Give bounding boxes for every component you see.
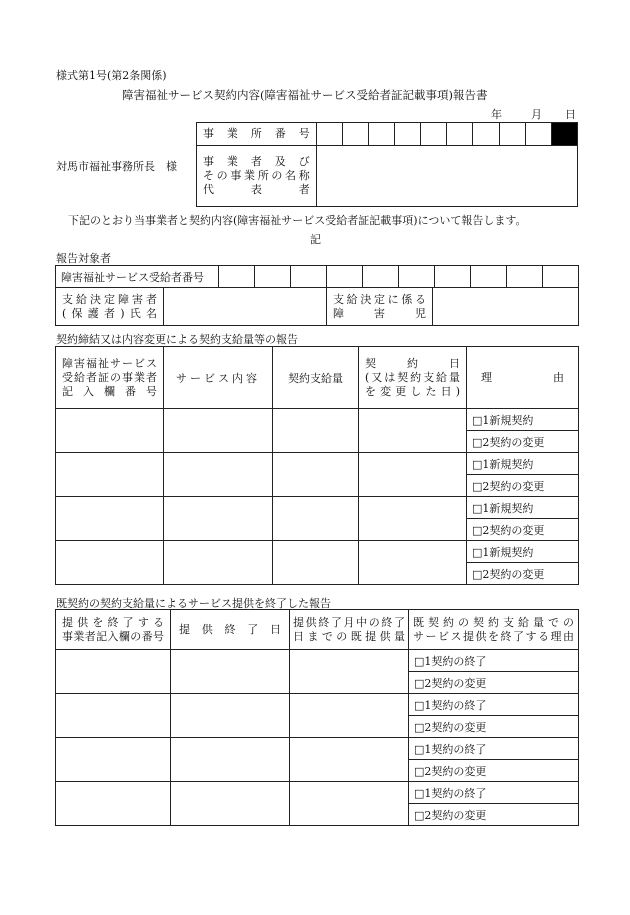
contract-header-entry xyxy=(56,347,164,409)
reason-contract-change-option[interactable]: □2契約の変更 xyxy=(467,431,579,453)
cert-number-digit[interactable] xyxy=(327,266,363,288)
contract-header-reason: 理由 xyxy=(467,347,579,409)
contract-entry-cell[interactable] xyxy=(56,453,164,497)
reason-contract-change-option[interactable]: □2契約の変更 xyxy=(467,519,579,541)
cert-number-digit[interactable] xyxy=(471,266,507,288)
business-number-digit[interactable] xyxy=(368,123,394,146)
guardian-label-line1: 支給決定障害者 xyxy=(62,292,157,306)
reason-new-contract-option[interactable]: □1新規契約 xyxy=(467,497,579,519)
contract-date-cell[interactable] xyxy=(359,541,467,585)
business-name-label-line2: その事業所の名称 xyxy=(203,169,310,182)
contract-header-service: サービス内容 xyxy=(164,347,273,409)
end-provided-cell[interactable] xyxy=(290,782,409,826)
form-number: 様式第1号(第2条関係) xyxy=(56,69,167,82)
reason-contract-change-option[interactable]: □2契約の変更 xyxy=(409,760,579,782)
business-name-label-line3: 代表者 xyxy=(203,183,310,196)
contract-header-date-line3: を変更した日) xyxy=(365,384,460,398)
end-section-heading: 既契約の契約支給量によるサービス提供を終了した報告 xyxy=(56,597,331,610)
contract-header-entry-line1: 障害福祉サービス xyxy=(62,356,157,370)
contract-entry-cell[interactable] xyxy=(56,409,164,453)
contract-amount-cell[interactable] xyxy=(273,497,359,541)
reason-contract-end-option[interactable]: □1契約の終了 xyxy=(409,738,579,760)
report-target-table xyxy=(55,265,579,288)
child-label-line1: 支給決定に係る xyxy=(333,292,426,306)
business-number-label: 事業所番号 xyxy=(197,123,317,146)
reason-contract-change-option[interactable]: □2契約の変更 xyxy=(409,716,579,738)
date-year: 年 xyxy=(491,108,502,121)
business-table xyxy=(196,122,578,207)
end-header-provided-line1: 提供終了月中の終了 xyxy=(293,615,405,629)
reason-contract-change-option[interactable]: □2契約の変更 xyxy=(409,672,579,694)
contract-header-date-line2: (又は契約支給量 xyxy=(365,370,460,384)
end-provided-cell[interactable] xyxy=(290,738,409,782)
child-label xyxy=(327,288,433,326)
reason-new-contract-option[interactable]: □1新規契約 xyxy=(467,409,579,431)
contract-header-entry-line3: 記入欄番号 xyxy=(62,384,157,398)
contract-section-heading: 契約締結又は内容変更による契約支給量等の報告 xyxy=(56,333,298,346)
end-header-entry-line2: 事業者記入欄の番号 xyxy=(62,629,164,643)
end-provided-cell[interactable] xyxy=(290,650,409,694)
guardian-name-field[interactable] xyxy=(164,288,327,326)
business-number-digit[interactable] xyxy=(316,123,342,146)
cert-number-digit[interactable] xyxy=(255,266,291,288)
reason-contract-end-option[interactable]: □1契約の終了 xyxy=(409,694,579,716)
contract-header-amount: 契約支給量 xyxy=(273,347,359,409)
reason-contract-end-option[interactable]: □1契約の終了 xyxy=(409,782,579,804)
addressee: 対馬市福祉事務所長 様 xyxy=(56,160,177,173)
guardian-label xyxy=(56,288,164,326)
contract-date-cell[interactable] xyxy=(359,453,467,497)
business-number-digit[interactable] xyxy=(473,123,499,146)
end-header-entry xyxy=(56,610,171,650)
report-target-heading: 報告対象者 xyxy=(56,252,111,265)
end-header-reason xyxy=(409,610,579,650)
cert-number-digit[interactable] xyxy=(291,266,327,288)
end-date-cell[interactable] xyxy=(171,738,290,782)
business-number-digit[interactable] xyxy=(421,123,447,146)
contract-amount-cell[interactable] xyxy=(273,453,359,497)
end-entry-cell[interactable] xyxy=(56,738,171,782)
date-day: 日 xyxy=(565,108,576,121)
business-name-label xyxy=(197,146,317,207)
reason-contract-end-option[interactable]: □1契約の終了 xyxy=(409,650,579,672)
contract-date-cell[interactable] xyxy=(359,497,467,541)
report-target-name-table xyxy=(55,287,579,326)
contract-entry-cell[interactable] xyxy=(56,541,164,585)
end-provided-cell[interactable] xyxy=(290,694,409,738)
cert-number-label: 障害福祉サービス受給者番号 xyxy=(56,266,219,288)
end-header-entry-line1: 提供を終了する xyxy=(62,615,164,629)
business-name-label-line1: 事業者及び xyxy=(203,155,310,168)
guardian-label-line2: (保護者)氏名 xyxy=(62,306,157,320)
cert-number-digit[interactable] xyxy=(543,266,579,288)
contract-service-cell[interactable] xyxy=(164,409,273,453)
date-month: 月 xyxy=(531,108,542,121)
end-header-provided-line2: 日までの既提供量 xyxy=(293,629,405,643)
contract-header-date-line1: 契約日 xyxy=(365,356,460,370)
contract-header-date xyxy=(359,347,467,409)
end-header-reason-line1: 既契約の契約支給量での xyxy=(413,615,574,629)
business-number-digit[interactable] xyxy=(447,123,473,146)
contract-service-cell[interactable] xyxy=(164,497,273,541)
contract-entry-cell[interactable] xyxy=(56,497,164,541)
end-entry-cell[interactable] xyxy=(56,782,171,826)
business-number-digit[interactable] xyxy=(395,123,421,146)
end-entry-cell[interactable] xyxy=(56,650,171,694)
cert-number-digit[interactable] xyxy=(399,266,435,288)
page-title: 障害福祉サービス契約内容(障害福祉サービス受給者証記載事項)報告書 xyxy=(122,88,488,102)
contract-table xyxy=(55,346,579,585)
end-date-cell[interactable] xyxy=(171,650,290,694)
cert-number-digit[interactable] xyxy=(219,266,255,288)
end-header-reason-line2: サービス提供を終了する理由 xyxy=(413,629,574,643)
ki-label: 記 xyxy=(310,233,321,246)
end-entry-cell[interactable] xyxy=(56,694,171,738)
end-date-cell[interactable] xyxy=(171,782,290,826)
contract-amount-cell[interactable] xyxy=(273,409,359,453)
cert-number-digit[interactable] xyxy=(363,266,399,288)
business-name-field[interactable] xyxy=(316,146,577,207)
reason-new-contract-option[interactable]: □1新規契約 xyxy=(467,541,579,563)
cert-number-digit[interactable] xyxy=(435,266,471,288)
business-number-digit-filled xyxy=(551,123,577,146)
contract-service-cell[interactable] xyxy=(164,453,273,497)
contract-date-cell[interactable] xyxy=(359,409,467,453)
contract-header-entry-line2: 受給者証の事業者 xyxy=(62,370,157,384)
reason-contract-change-option[interactable]: □2契約の変更 xyxy=(467,475,579,497)
end-header-end-date: 提供終了日 xyxy=(171,610,290,650)
reason-contract-change-option[interactable]: □2契約の変更 xyxy=(467,563,579,585)
end-date-cell[interactable] xyxy=(171,694,290,738)
intro-text: 下記のとおり当事業者と契約内容(障害福祉サービス受給者証記載事項)について報告します。 xyxy=(68,214,527,227)
cert-number-digit[interactable] xyxy=(507,266,543,288)
child-label-line2: 障害児 xyxy=(333,306,426,320)
contract-service-cell[interactable] xyxy=(164,541,273,585)
end-table xyxy=(55,609,579,826)
business-number-digit[interactable] xyxy=(342,123,368,146)
business-number-digit[interactable] xyxy=(525,123,551,146)
business-number-digit[interactable] xyxy=(499,123,525,146)
contract-amount-cell[interactable] xyxy=(273,541,359,585)
reason-new-contract-option[interactable]: □1新規契約 xyxy=(467,453,579,475)
end-header-provided xyxy=(290,610,409,650)
reason-contract-change-option[interactable]: □2契約の変更 xyxy=(409,804,579,826)
child-name-field[interactable] xyxy=(433,288,579,326)
